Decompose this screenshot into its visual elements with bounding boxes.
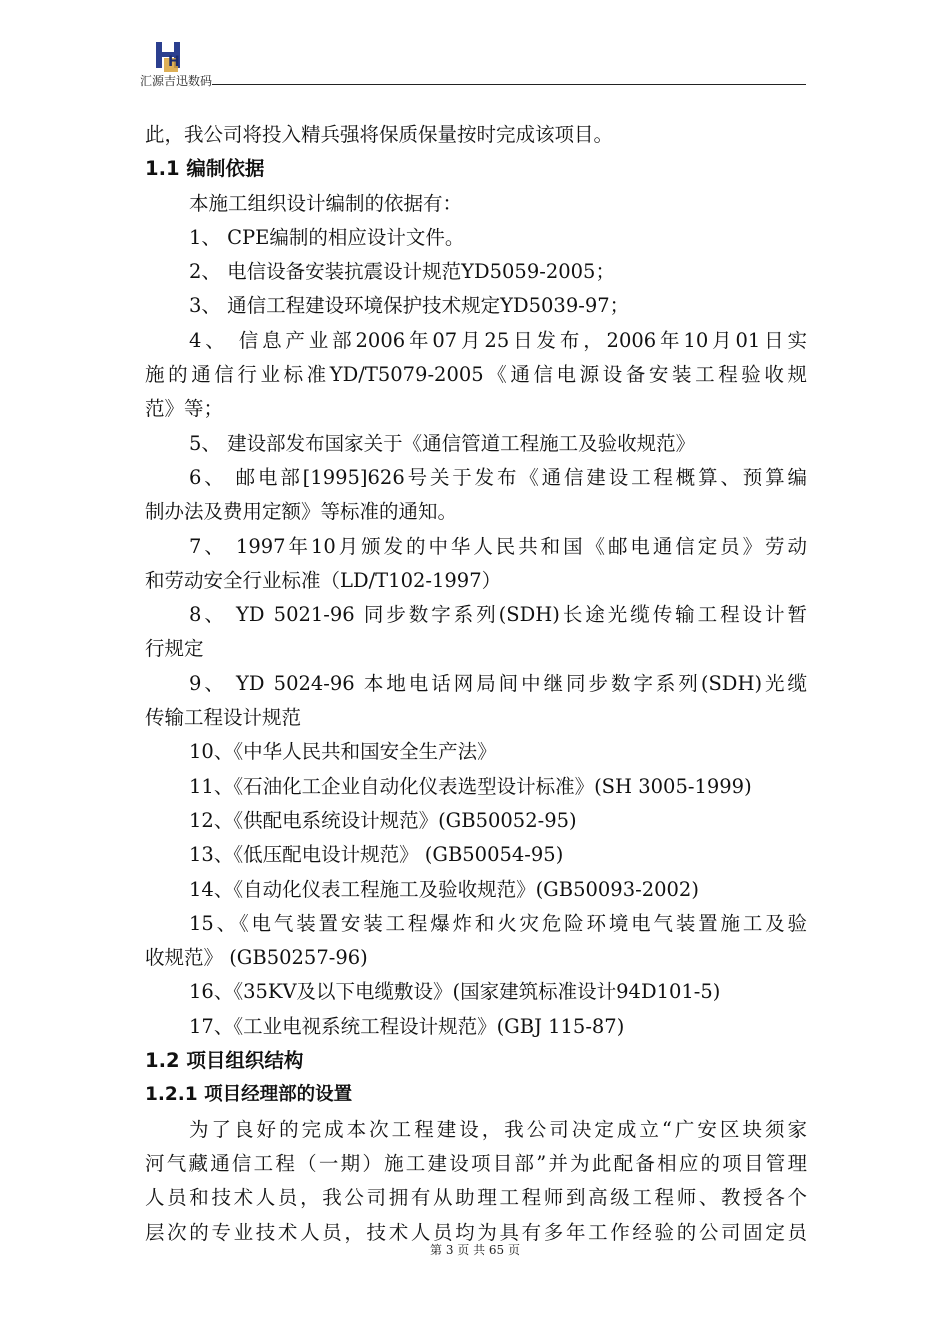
paragraph-line: 10、《中华人民共和国安全生产法》	[189, 740, 497, 764]
company-logo	[150, 40, 196, 76]
paragraph-line: 制办法及费用定额》等标准的通知。	[145, 500, 458, 524]
paragraph-line: 4、 信息产业部2006年07月25日发布，2006年10月01日实	[189, 328, 807, 352]
section-heading: 1.2 项目组织结构	[145, 1049, 304, 1073]
paragraph-line: 河气藏通信工程（一期）施工建设项目部”并为此配备相应的项目管理	[145, 1151, 807, 1175]
paragraph-line: 1、 CPE编制的相应设计文件。	[189, 225, 465, 249]
document-body	[145, 118, 807, 1250]
paragraph-line: 11、《石油化工企业自动化仪表选型设计标准》(SH 3005-1999)	[189, 774, 752, 798]
paragraph-line: 9、 YD 5024-96 本地电话网局间中继同步数字系列(SDH)光缆	[189, 671, 807, 695]
brand-name: 汇源吉迅数码	[140, 74, 213, 88]
paragraph-line: 12、《供配电系统设计规范》(GB50052-95)	[189, 808, 577, 832]
paragraph-line: 施的通信行业标准YD/T5079-2005《通信电源设备安装工程验收规	[145, 363, 807, 387]
paragraph-line: 和劳动安全行业标准（LD/T102-1997）	[145, 568, 502, 592]
header-divider	[212, 84, 806, 85]
paragraph-line: 7、 1997年10月颁发的中华人民共和国《邮电通信定员》劳动	[189, 534, 807, 558]
page-number: 第 3 页 共 65 页	[430, 1243, 520, 1257]
paragraph-line: 收规范》 (GB50257-96)	[145, 946, 368, 970]
paragraph-line: 层次的专业技术人员，技术人员均为具有多年工作经验的公司固定员	[145, 1220, 807, 1244]
paragraph-line: 17、《工业电视系统工程设计规范》(GBJ 115-87)	[189, 1014, 625, 1038]
section-heading: 1.1 编制依据	[145, 157, 265, 181]
paragraph-line: 13、《低压配电设计规范》 (GB50054-95)	[189, 843, 564, 867]
paragraph-line: 6、 邮电部[1995]626号关于发布《通信建设工程概算、预算编	[189, 465, 807, 489]
paragraph-line: 此，我公司将投入精兵强将保质保量按时完成该项目。	[145, 123, 614, 146]
paragraph-line: 3、 通信工程建设环境保护技术规定YD5039-97；	[189, 294, 630, 318]
paragraph-line: 16、《35KV及以下电缆敷设》(国家建筑标准设计94D101-5)	[189, 980, 721, 1004]
paragraph-line: 为了良好的完成本次工程建设，我公司决定成立“广安区块须家	[189, 1117, 807, 1141]
logo-letter: H	[168, 54, 180, 70]
paragraph-line: 本施工组织设计编制的依据有：	[189, 191, 463, 215]
paragraph-line: 行规定	[145, 637, 204, 661]
subsection-heading: 1.2.1 项目经理部的设置	[145, 1084, 353, 1106]
paragraph-line: 8、 YD 5021-96 同步数字系列(SDH)长途光缆传输工程设计暂	[189, 603, 807, 627]
paragraph-line: 2、 电信设备安装抗震设计规范YD5059-2005；	[189, 260, 615, 284]
paragraph-line: 范》等；	[145, 397, 224, 421]
paragraph-line: 14、《自动化仪表工程施工及验收规范》(GB50093-2002)	[189, 877, 699, 901]
paragraph-line: 传输工程设计规范	[145, 706, 302, 730]
logo-mark	[150, 40, 196, 76]
paragraph-line: 15、《电气装置安装工程爆炸和火灾危险环境电气装置施工及验	[189, 911, 807, 935]
paragraph-line: 人员和技术人员，我公司拥有从助理工程师到高级工程师、教授各个	[145, 1186, 807, 1210]
paragraph-line: 5、 建设部发布国家关于《通信管道工程施工及验收规范》	[189, 431, 696, 455]
